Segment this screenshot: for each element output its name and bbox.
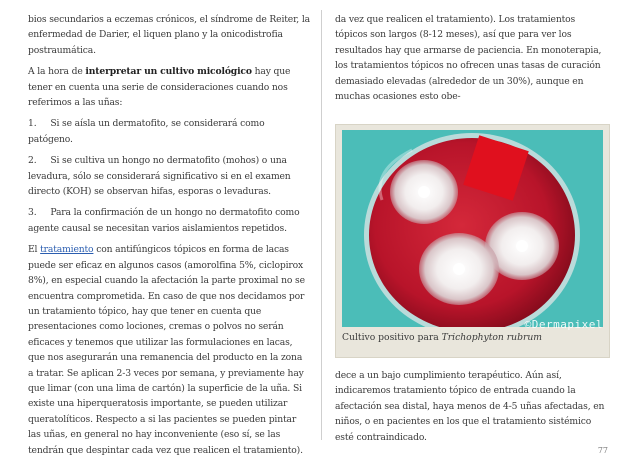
left-column <box>28 12 310 464</box>
text-fragment: El <box>28 244 41 256</box>
petri-dish-photo <box>342 130 603 327</box>
text-fragment: hay que tener en cuenta una serie de consideraciones cuando nos referimos a las uñas: <box>28 66 291 109</box>
bold-phrase: interpretar un cultivo micológico <box>85 66 252 78</box>
list-text: Si se cultiva un hongo no dermatofito (mohos) o una levadura, sólo se considerará significativo si en el examen directo (KOH) se observan hifas, esporas o levaduras. <box>28 155 291 198</box>
watermark-text: ©Dermapixel <box>524 318 603 331</box>
list-number: 3. <box>28 207 37 219</box>
text-fragment: con antifúngicos tópicos en forma de lacas puede ser eficaz en algunos casos (amorolfina 5%, ciclopirox 8%), en especial cuando la afectación la parte proximal no se encuentra comprometida. En caso de que nos decidamos por un tratamiento tópico, hay que tener en cuenta que presentaciones como lociones, cremas o polvos no serán eficaces y tenemos que utilizar las formulaciones en lacas, que nos asegurarán una remanencia del producto en la zona a tratar. Se aplican 2-3 veces por semana, y previamente hay que limar (con una lima de cartón) la superficie de la uña. Si existe una hiperqueratosis importante, se pueden utilizar queratolíticos. Respecto a si las pacientes se pueden pintar las uñas, en general no hay inconveniente (eso sí, se las tendrán que despintar cada vez que realicen el tratamiento). <box>28 244 305 456</box>
list-number: 2. <box>28 155 37 167</box>
paragraph-interpret <box>28 64 310 110</box>
figure-culture <box>335 124 610 358</box>
list-item <box>28 205 310 236</box>
paragraph-intro: bios secundarios a eczemas crónicos, el síndrome de Reiter, la enfermedad de Darier, el liquen plano y la onicodistrofia postraumática. <box>28 14 310 56</box>
page-number: 77 <box>597 446 608 455</box>
caption-species: Trichophyton rubrum <box>441 332 542 343</box>
text-fragment: A la hora de <box>28 66 86 78</box>
paragraph-conclusion: dece a un bajo cumplimiento terapéutico. Aún así, indicaremos tratamiento tópico de entrada cuando la afectación sea distal, haya menos de 4-5 uñas afectadas, en niños, o en pacientes en los que el tratamiento sistémico esté contraindicado. <box>335 370 605 443</box>
list-number: 1. <box>28 118 37 130</box>
list-text: Para la confirmación de un hongo no dermatofito como agente causal se necesitan varios aislamientos repetidos. <box>28 207 300 234</box>
list-item <box>28 153 310 199</box>
list-item <box>28 116 310 147</box>
caption-text: Cultivo positivo para <box>342 332 442 343</box>
column-divider <box>321 10 322 440</box>
figure-caption <box>342 331 542 345</box>
list-text: Si se aísla un dermatofito, se considerará como patógeno. <box>28 118 265 145</box>
tratamiento-link[interactable]: tratamiento <box>40 244 94 256</box>
paragraph-treatment <box>28 242 310 458</box>
paragraph-continued: da vez que realicen el tratamiento). Los tratamientos tópicos son largos (8-12 meses), así que para ver los resultados hay que armarse de paciencia. En monoterapia, los tratamientos tópicos no ofrecen unas tasas de curación demasiado elevadas (alrededor de un 30%), aunque en muchas ocasiones esto obe- <box>335 14 602 103</box>
